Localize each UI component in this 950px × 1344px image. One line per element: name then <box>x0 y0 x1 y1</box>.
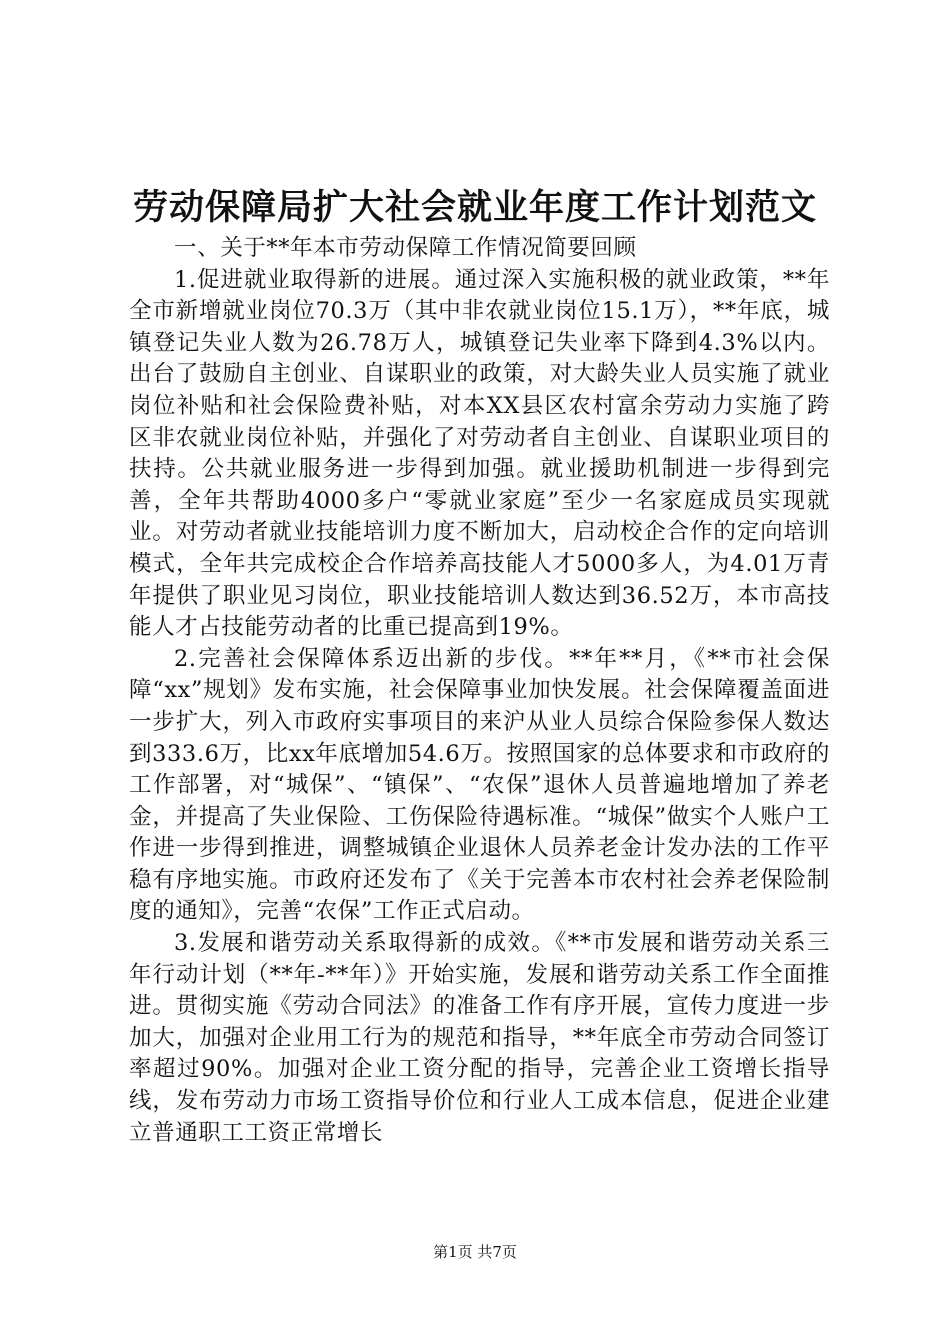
paragraph-labor-relations: 3.发展和谐劳动关系取得新的成效。《**市发展和谐劳动关系三年行动计划（**年-**年）》开始实施，发展和谐劳动关系工作全面推进。贯彻实施《劳动合同法》的准备工作有序开展，宣传力度进一步加大，加强对企业用工行为的规范和指导，**年底全市劳动合同签订率超过90%。加强对企业工资分配的指导，完善企业工资增长指导线，发布劳动力市场工资指导价位和行业人工成本信息，促进企业建立普通职工工资正常增长 <box>129 930 830 1146</box>
document-title: 劳动保障局扩大社会就业年度工作计划范文 <box>132 187 817 228</box>
paragraph-employment: 1.促进就业取得新的进展。通过深入实施积极的就业政策，**年全市新增就业岗位70.3万（其中非农就业岗位15.1万），**年底，城镇登记失业人数为26.78万人，城镇登记失业率下降到4.3%以内。出台了鼓励自主创业、自谋职业的政策，对大龄失业人员实施了就业岗位补贴和社会保险费补贴，对本XX县区农村富余劳动力实施了跨区非农就业岗位补贴，并强化了对劳动者自主创业、自谋职业项目的扶持。公共就业服务进一步得到加强。就业援助机制进一步得到完善，全年共帮助4000多户“零就业家庭”至少一名家庭成员实现就业。对劳动者就业技能培训力度不断加大，启动校企合作的定向培训模式，全年共完成校企合作培养高技能人才5000多人，为4.01万青年提供了职业见习岗位，职业技能培训人数达到36.52万，本市高技能人才占技能劳动者的比重已提高到19%。 <box>129 266 830 641</box>
section-heading: 一、关于**年本市劳动保障工作情况简要回顾 <box>174 235 637 261</box>
document-body <box>129 233 830 1149</box>
paragraph-social-security: 2.完善社会保障体系迈出新的步伐。**年**月，《**市社会保障“xx”规划》发布实施，社会保障事业加快发展。社会保障覆盖面进一步扩大，列入市政府实事项目的来沪从业人员综合保险参保人数达到333.6万，比xx年底增加54.6万。按照国家的总体要求和市政府的工作部署，对“城保”、“镇保”、“农保”退休人员普遍地增加了养老金，并提高了失业保险、工伤保险待遇标准。“城保”做实个人账户工作进一步得到推进，调整城镇企业退休人员养老金计发办法的工作平稳有序地实施。市政府还发布了《关于完善本市农村社会养老保险制度的通知》，完善“农保”工作正式启动。 <box>129 645 830 925</box>
page-footer: 第1页 共7页 <box>433 1243 517 1261</box>
